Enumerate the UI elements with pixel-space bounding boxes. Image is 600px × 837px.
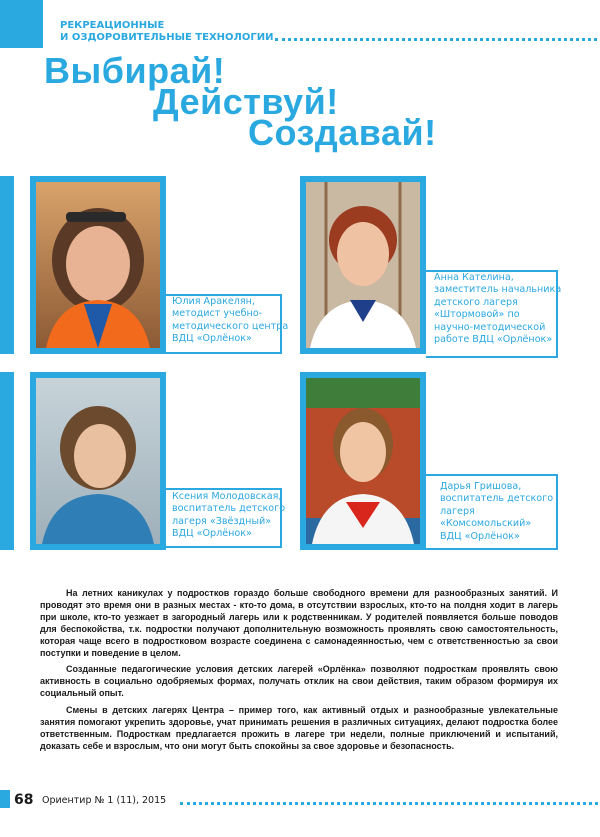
- journal-info: Ориентир № 1 (11), 2015: [42, 795, 167, 806]
- section-label: [60, 20, 273, 43]
- page-number: 68: [14, 792, 34, 808]
- caption-3-line: воспитатель детского: [172, 503, 286, 515]
- article-body: [40, 588, 558, 758]
- caption-1-name: Юлия Аракелян,: [172, 296, 255, 307]
- caption-4-name: Дарья Гришова,: [440, 481, 522, 492]
- caption-2-line: детского лагеря: [434, 296, 518, 308]
- caption-1-line: ВДЦ «Орлёнок»: [172, 333, 252, 345]
- portrait-image-3: [36, 378, 160, 544]
- slogan-line-1: Выбирай!: [44, 50, 226, 91]
- caption-2-line: «Штормовой» по: [434, 309, 520, 321]
- caption-3-name: Ксения Молодовская,: [172, 491, 282, 502]
- caption-2-name: Анна Кателина,: [434, 272, 514, 283]
- portrait-photo-4: [306, 378, 420, 544]
- portrait-photo-1: [36, 182, 160, 348]
- caption-4-line: ВДЦ «Орлёнок»: [440, 530, 520, 542]
- caption-4-line: воспитатель детского: [440, 493, 554, 505]
- side-band-2: [0, 372, 14, 550]
- caption-3-line: ВДЦ «Орлёнок»: [172, 528, 252, 540]
- caption-2-line: работе ВДЦ «Орлёнок»: [434, 334, 553, 346]
- portrait-image-4: [306, 378, 420, 544]
- caption-1-line: методист учебно-: [172, 308, 263, 320]
- corner-accent-block: [0, 0, 43, 48]
- caption-2-line: заместитель начальника: [434, 284, 562, 296]
- caption-2-line: научно-методической: [434, 321, 546, 333]
- photo-frame-4: [300, 372, 426, 550]
- header-dotted-rule: [275, 38, 597, 41]
- photo-frame-3: [30, 372, 166, 550]
- photo-frame-2: [300, 176, 426, 354]
- photo-frame-1: [30, 176, 166, 354]
- portrait-image-2: [306, 182, 420, 348]
- portrait-photo-2: [306, 182, 420, 348]
- slogan-line-2: Действуй!: [153, 81, 339, 122]
- article-paragraph-3: Смены в детских лагерях Центра – пример того, как активный отдых и разнообразные увлекательные занятия помогают укрепить здоровье, учат принимать решения в различных ситуациях, делают подростка более ответственным. Подросткам предлагается прожить в лагере три недели, полные приключений и испытаний, доказать себе и взрослым, что они могут быть спокойны за свое здоровье и безопасность.: [40, 705, 558, 751]
- footer-dotted-rule: [180, 802, 598, 805]
- footer-accent-block: [0, 790, 10, 808]
- caption-3: [172, 491, 285, 541]
- slogan-line-3: Создавай!: [248, 112, 437, 153]
- portrait-photo-3: [36, 378, 160, 544]
- caption-4-line: «Комсомольский»: [440, 518, 532, 530]
- caption-4: [440, 481, 553, 543]
- section-label-line1: РЕКРЕАЦИОННЫЕ: [60, 20, 165, 31]
- article-paragraph-2: Созданные педагогические условия детских лагерей «Орлёнка» позволяют подросткам проявлять свою активность в социально одобряемых формах, получать отклик на свои действия, таким образом формируя их социальный опыт.: [40, 664, 558, 699]
- caption-2: [434, 272, 561, 346]
- portrait-image-1: [36, 182, 160, 348]
- caption-4-line: лагеря: [440, 505, 475, 517]
- article-paragraph-1: На летних каникулах у подростков гораздо больше свободного времени для разнообразных занятий. И проводят это время они в разных местах - кто-то дома, в отсутствии взрослых, кто-то на полдня ходит в лагерь при школе, кто-то уезжает в загородный лагерь или к родственникам. У родителей появляется больше поводов для беспокойства, т.к. подростки получают дополнительную возможность проявлять свою самостоятельность, которая чаще всего в подростковом возрасте соединена с самонадеянностью, чем с ответственностью за свои поступки и поведение в целом.: [40, 588, 558, 658]
- caption-3-line: лагеря «Звёздный»: [172, 515, 272, 527]
- section-label-line2: И ОЗДОРОВИТЕЛЬНЫЕ ТЕХНОЛОГИИ: [60, 31, 274, 43]
- caption-1-line: методического центра: [172, 320, 289, 332]
- side-band-1: [0, 176, 14, 354]
- caption-1: [172, 296, 288, 346]
